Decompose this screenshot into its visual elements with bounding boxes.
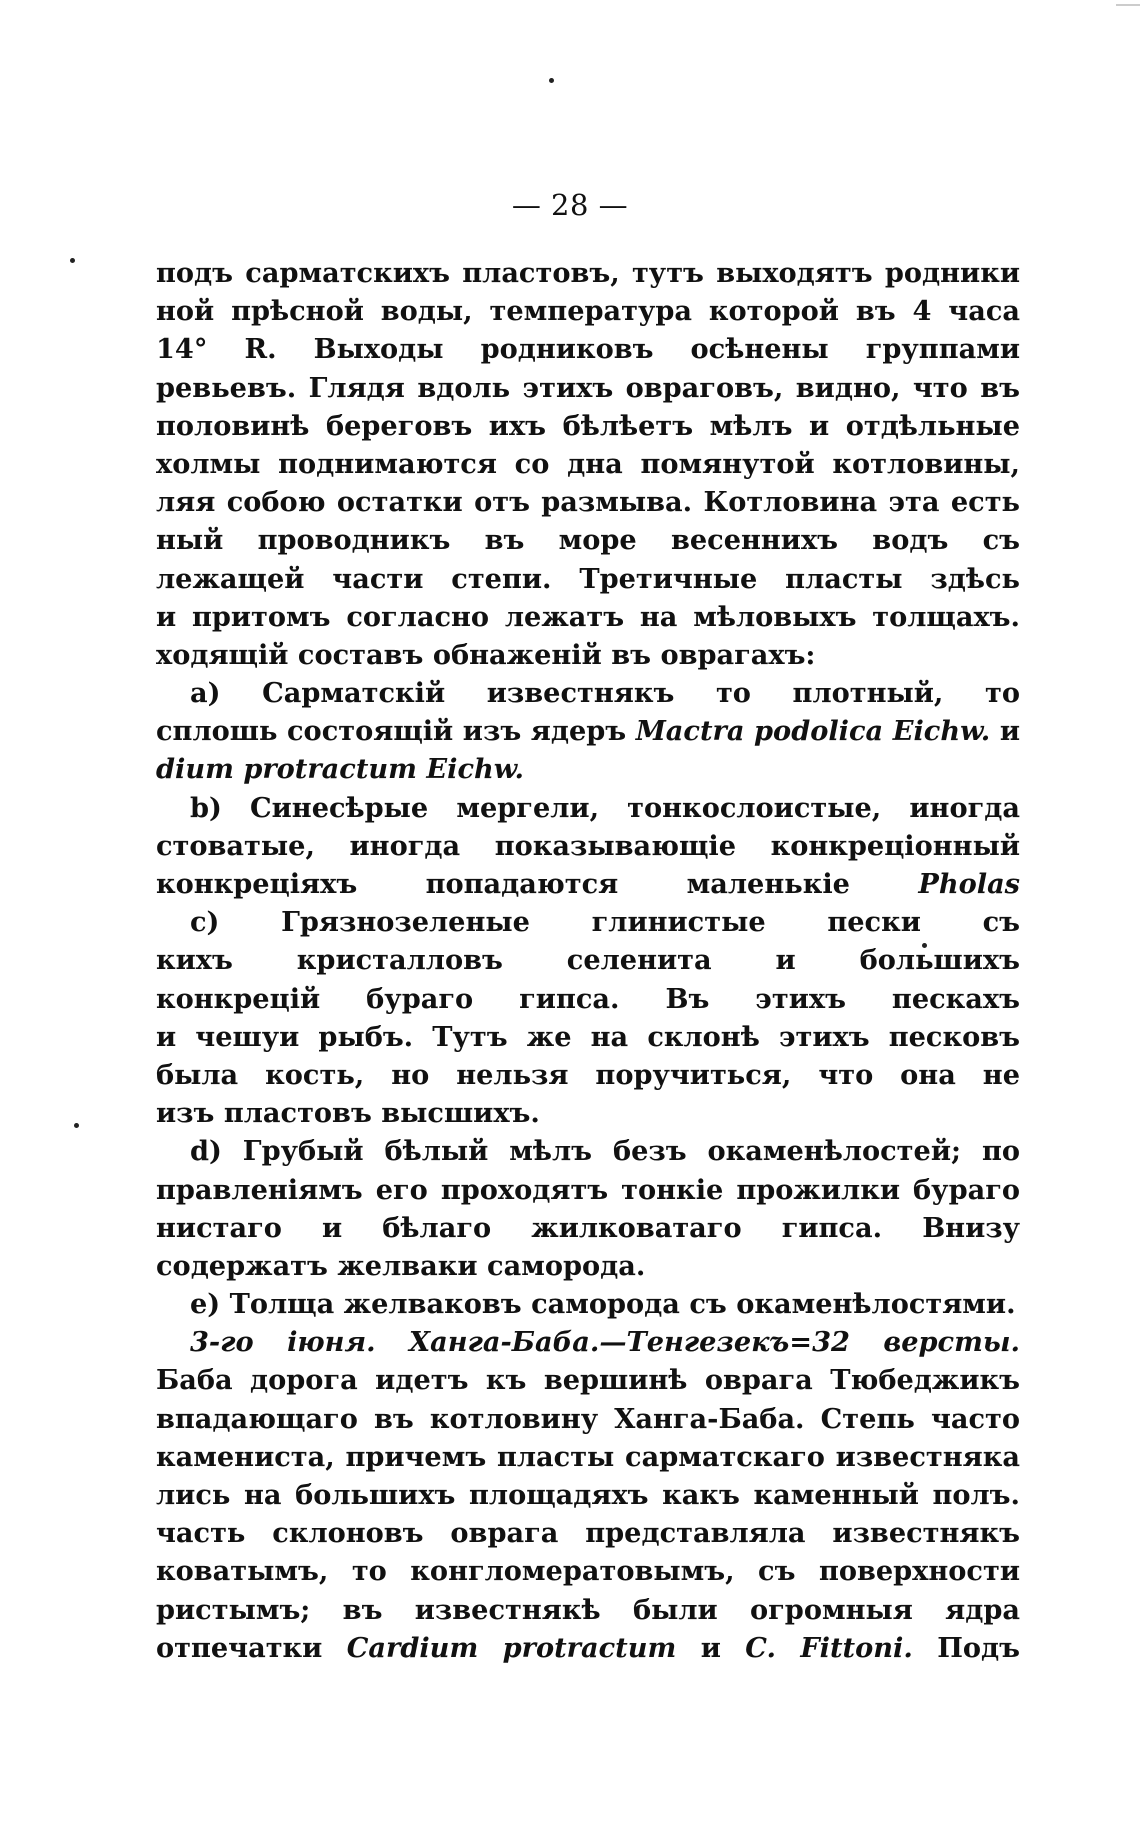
text-line: холмы поднимаются со дна помянутой котловины,: [156, 447, 1020, 480]
text-line: Баба дорога идетъ къ вершинѣ оврага Тюбеджикъ: [156, 1364, 1020, 1397]
text-line: стоватые, иногда показывающіе конкреціонный: [156, 829, 1020, 862]
text-line: правленіямъ его проходятъ тонкіе прожилки бураго: [156, 1173, 1020, 1206]
text-line: e) Толща желваковъ самородa съ окаменѣлостями.: [190, 1288, 1016, 1321]
text-line: и чешуи рыбъ. Тутъ же на склонѣ этихъ песковъ: [156, 1020, 1020, 1053]
text-line: нистаго и бѣлаго жилковатаго гипса. Внизу: [156, 1211, 1020, 1244]
text-line: c) Грязнозеленые глинистые пески съ: [190, 906, 1020, 939]
text-line: впадающаго въ котловину Ханга-Баба. Степь часто: [156, 1402, 1020, 1435]
text-line: конкреціяхъ попадаются маленькіе Pholas: [156, 868, 1020, 900]
text-line: ной прѣсной воды, температура которой въ 4 часа: [156, 295, 1020, 328]
text-line: коватымъ, то конгломератовымъ, съ поверхности: [156, 1555, 1020, 1588]
scan-speck: [549, 78, 554, 83]
text-line: dium protractum Eichw.: [156, 753, 524, 786]
text-line: и притомъ согласно лежатъ на мѣловыхъ толщахъ.: [156, 600, 1020, 633]
text-line: сплошь состоящій изъ ядеръ Mactra podolica Eichw. и: [156, 715, 1020, 748]
text-line: конкрецій бураго гипса. Въ этихъ пескахъ: [156, 982, 1020, 1015]
text-line: отпечатки Cardium protractum и C. Fittoni. Подъ: [156, 1631, 1020, 1664]
text-line: подъ сарматскихъ пластовъ, тутъ выходятъ родники: [156, 257, 1020, 289]
text-line: ляя собою остатки отъ размыва. Котловина эта есть: [156, 486, 1020, 519]
scan-speck: [74, 1123, 79, 1128]
text-line: ристымъ; въ известнякѣ были огромныя ядра: [156, 1593, 1020, 1626]
text-line: камениста, причемъ пласты сарматскаго известняка: [156, 1440, 1020, 1473]
text-line: a) Сарматскій известнякъ то плотный, то: [190, 677, 1020, 710]
page-number: — 28 —: [511, 188, 629, 222]
scan-edge-mark: [1116, 4, 1140, 6]
body-text: [156, 254, 1020, 1667]
text-line: d) Грубый бѣлый мѣлъ безъ окаменѣлостей; по: [190, 1135, 1020, 1168]
text-line: 3-го іюня. Ханга-Баба.—Тенгезекъ=32 версты.: [190, 1326, 1020, 1359]
text-line: кихъ кристалловъ селенита и большихъ: [156, 944, 1020, 977]
text-line: лись на большихъ площадяхъ какъ каменный полъ.: [156, 1479, 1020, 1511]
text-line: часть склоновъ оврага представляла известнякъ: [156, 1517, 1020, 1550]
text-line: изъ пластовъ высшихъ.: [156, 1097, 540, 1130]
text-line: ный проводникъ въ море весеннихъ водъ съ: [156, 524, 1020, 557]
text-line: 14° R. Выходы родниковъ осѣнены группами: [156, 333, 1020, 366]
text-line: b) Синесѣрые мергели, тонкослоистые, иногда: [190, 791, 1020, 824]
scan-speck: [70, 258, 75, 263]
text-line: половинѣ береговъ ихъ бѣлѣетъ мѣлъ и отдѣльные: [156, 409, 1020, 442]
text-line: ревьевъ. Глядя вдоль этихъ овраговъ, видно, что въ: [156, 371, 1020, 404]
text-line: ходящій составъ обнаженій въ оврагахъ:: [156, 638, 816, 671]
text-line: лежащей части степи. Третичные пласты здѣсь: [156, 562, 1020, 595]
text-line: содержатъ желваки самородa.: [156, 1249, 646, 1282]
text-line: была кость, но нельзя поручиться, что она не: [156, 1058, 1020, 1091]
